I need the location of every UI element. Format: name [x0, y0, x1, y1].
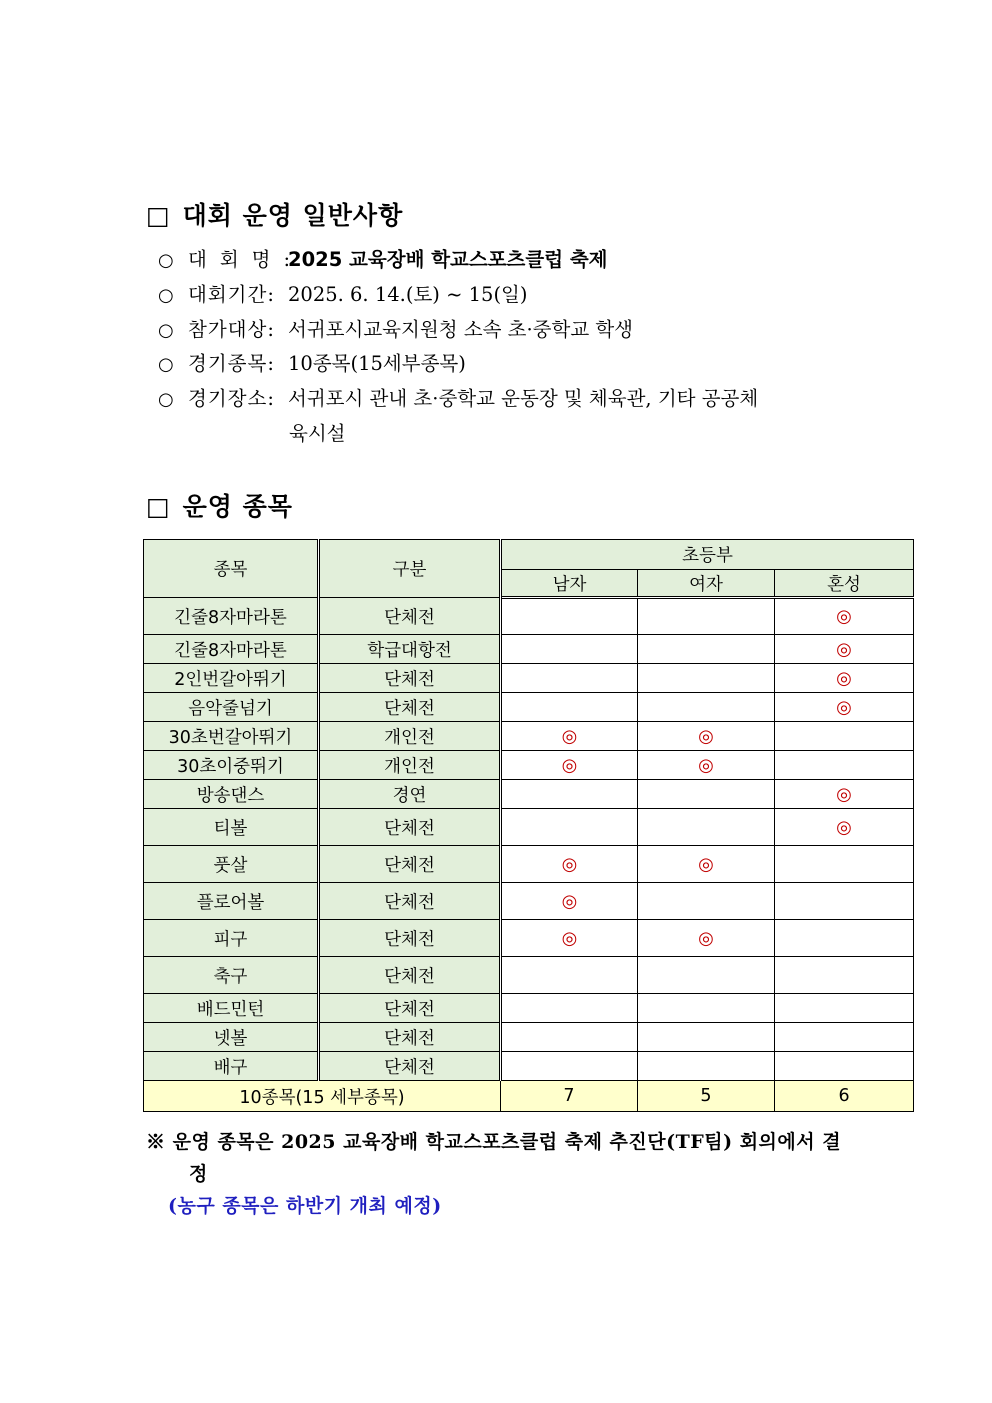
cell-female: ◎	[638, 751, 775, 780]
info-venue-continuation: 육시설	[289, 422, 346, 445]
cell-female	[638, 635, 775, 664]
cell-event: 2인번갈아뛰기	[144, 664, 319, 693]
cell-mixed: ◎	[775, 664, 914, 693]
cell-female	[638, 809, 775, 846]
cell-event: 음악줄넘기	[144, 693, 319, 722]
header-mixed: 혼성	[775, 570, 914, 598]
table-row	[144, 994, 914, 1023]
cell-mixed	[775, 751, 914, 780]
total-mixed: 6	[775, 1081, 914, 1112]
cell-female	[638, 693, 775, 722]
cell-type: 단체전	[319, 883, 501, 920]
cell-event: 넷볼	[144, 1023, 319, 1052]
header-female: 여자	[638, 570, 775, 598]
header-event: 종목	[144, 540, 319, 598]
cell-male	[501, 994, 638, 1023]
table-row	[144, 751, 914, 780]
cell-mixed	[775, 722, 914, 751]
cell-type: 단체전	[319, 598, 501, 635]
cell-event: 플로어볼	[144, 883, 319, 920]
cell-type: 단체전	[319, 693, 501, 722]
cell-type: 단체전	[319, 920, 501, 957]
info-events	[158, 348, 466, 376]
cell-mixed: ◎	[775, 693, 914, 722]
cell-type: 개인전	[319, 722, 501, 751]
bullet-circle-icon: ○	[158, 320, 174, 341]
section-title-text: 운영 종목	[182, 492, 293, 521]
cell-mixed: ◎	[775, 780, 914, 809]
cell-type: 단체전	[319, 1052, 501, 1081]
cell-event: 축구	[144, 957, 319, 994]
bullet-circle-icon: ○	[158, 389, 174, 410]
cell-mixed	[775, 957, 914, 994]
cell-event: 30초이중뛰기	[144, 751, 319, 780]
info-competition-period	[158, 279, 528, 307]
note-line-2: (농구 종목은 하반기 개최 예정)	[168, 1195, 442, 1217]
cell-male: ◎	[501, 846, 638, 883]
cell-event: 30초번갈아뛰기	[144, 722, 319, 751]
cell-female	[638, 1023, 775, 1052]
total-male: 7	[501, 1081, 638, 1112]
cell-event: 피구	[144, 920, 319, 957]
info-participants	[158, 314, 633, 342]
info-value: 2025 교육장배 학교스포츠클럽 축제	[288, 248, 608, 271]
cell-male	[501, 598, 638, 635]
bullet-circle-icon: ○	[158, 354, 174, 375]
cell-event: 긴줄8자마라톤	[144, 635, 319, 664]
cell-male	[501, 635, 638, 664]
cell-mixed	[775, 1023, 914, 1052]
cell-female	[638, 780, 775, 809]
table-row	[144, 693, 914, 722]
cell-male	[501, 693, 638, 722]
cell-male: ◎	[501, 751, 638, 780]
info-value: 10종목(15세부종목)	[288, 352, 466, 375]
bullet-circle-icon: ○	[158, 285, 174, 306]
cell-mixed: ◎	[775, 809, 914, 846]
cell-mixed	[775, 994, 914, 1023]
cell-mixed	[775, 920, 914, 957]
cell-female	[638, 664, 775, 693]
bullet-circle-icon: ○	[158, 250, 174, 271]
cell-event: 풋살	[144, 846, 319, 883]
info-label: 대회기간:	[188, 283, 275, 306]
cell-type: 단체전	[319, 809, 501, 846]
info-venue	[158, 383, 758, 411]
cell-male	[501, 809, 638, 846]
info-value: 2025. 6. 14.(토) ~ 15(일)	[288, 283, 528, 306]
note-line-1: ※ 운영 종목은 2025 교육장배 학교스포츠클럽 축제 추진단(TF팀) 회의에서 결	[146, 1131, 842, 1153]
cell-male: ◎	[501, 883, 638, 920]
cell-male: ◎	[501, 920, 638, 957]
section-title-general	[146, 196, 403, 232]
table-row	[144, 1023, 914, 1052]
cell-female	[638, 957, 775, 994]
table-row	[144, 635, 914, 664]
cell-mixed: ◎	[775, 635, 914, 664]
cell-event: 배구	[144, 1052, 319, 1081]
cell-male: ◎	[501, 722, 638, 751]
cell-mixed: ◎	[775, 598, 914, 635]
total-female: 5	[638, 1081, 775, 1112]
cell-type: 단체전	[319, 994, 501, 1023]
cell-mixed	[775, 883, 914, 920]
info-value: 서귀포시교육지원청 소속 초·중학교 학생	[288, 318, 634, 341]
cell-type: 학급대항전	[319, 635, 501, 664]
note-line-1-continuation: 정	[189, 1163, 208, 1185]
section-title-text: 대회 운영 일반사항	[182, 201, 404, 230]
cell-female	[638, 598, 775, 635]
header-elementary-group: 초등부	[501, 540, 914, 570]
checkbox-square-icon: □	[146, 201, 171, 230]
cell-female: ◎	[638, 722, 775, 751]
cell-female	[638, 883, 775, 920]
cell-event: 티볼	[144, 809, 319, 846]
table-row	[144, 883, 914, 920]
cell-type: 단체전	[319, 957, 501, 994]
cell-female: ◎	[638, 846, 775, 883]
table-row	[144, 598, 914, 635]
cell-event: 배드민턴	[144, 994, 319, 1023]
total-label: 10종목(15 세부종목)	[144, 1081, 501, 1112]
table-row	[144, 920, 914, 957]
cell-male	[501, 664, 638, 693]
cell-type: 경연	[319, 780, 501, 809]
table-row	[144, 1052, 914, 1081]
cell-female: ◎	[638, 920, 775, 957]
cell-mixed	[775, 846, 914, 883]
cell-type: 단체전	[319, 846, 501, 883]
cell-mixed	[775, 1052, 914, 1081]
cell-type: 단체전	[319, 1023, 501, 1052]
info-label: 경기종목:	[188, 352, 275, 375]
table-row	[144, 664, 914, 693]
header-type: 구분	[319, 540, 501, 598]
info-label: 대회명:	[188, 248, 304, 271]
events-table	[143, 539, 914, 1112]
cell-type: 단체전	[319, 664, 501, 693]
info-label: 참가대상:	[188, 318, 275, 341]
cell-male	[501, 780, 638, 809]
cell-female	[638, 994, 775, 1023]
cell-event: 방송댄스	[144, 780, 319, 809]
header-male: 남자	[501, 570, 638, 598]
cell-type: 개인전	[319, 751, 501, 780]
section-title-events	[146, 487, 293, 523]
table-row	[144, 722, 914, 751]
cell-female	[638, 1052, 775, 1081]
info-competition-name	[158, 244, 608, 272]
info-label: 경기장소:	[188, 387, 275, 410]
cell-male	[501, 957, 638, 994]
table-row	[144, 957, 914, 994]
cell-male	[501, 1052, 638, 1081]
table-row	[144, 780, 914, 809]
table-row	[144, 809, 914, 846]
checkbox-square-icon: □	[146, 492, 171, 521]
cell-event: 긴줄8자마라톤	[144, 598, 319, 635]
cell-male	[501, 1023, 638, 1052]
table-row	[144, 846, 914, 883]
info-value: 서귀포시 관내 초·중학교 운동장 및 체육관, 기타 공공체	[288, 387, 759, 410]
